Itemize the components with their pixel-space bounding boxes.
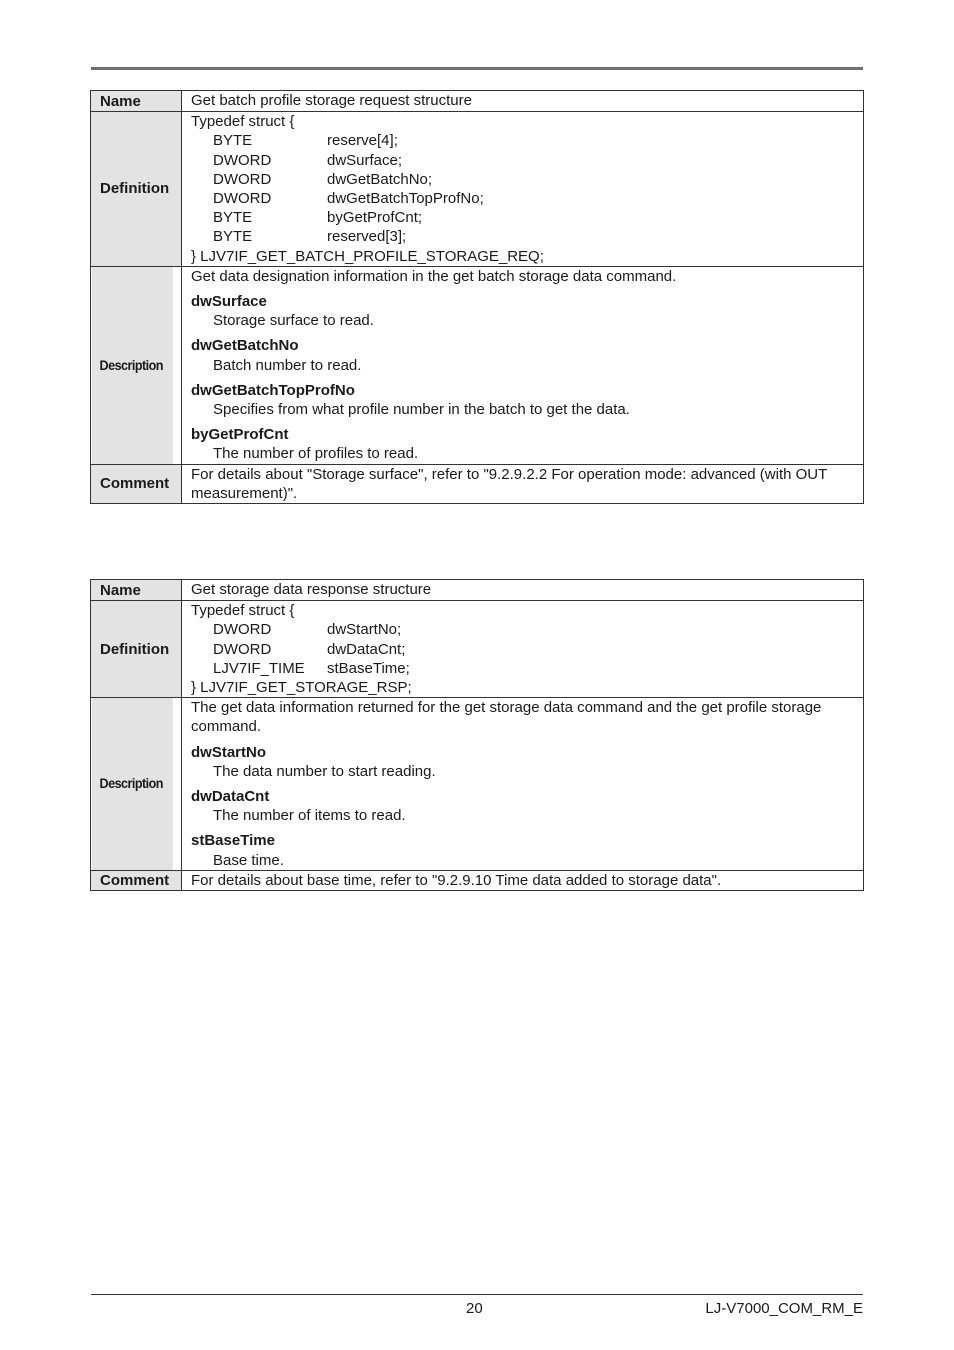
name-value: Get batch profile storage request structure <box>182 91 864 112</box>
struct-field: DWORD dwDataCnt; <box>213 640 406 658</box>
struct-open: Typedef struct { <box>191 602 295 620</box>
definition-label: Definition <box>91 601 182 698</box>
field-name: stBaseTime <box>191 832 275 850</box>
definition-row <box>91 601 864 698</box>
storage-rsp-table <box>90 579 864 891</box>
struct-close: } LJV7IF_GET_STORAGE_RSP; <box>191 679 412 697</box>
field-name: dwDataCnt <box>191 788 270 806</box>
field-description: The number of items to read. <box>213 807 406 825</box>
batch-profile-storage-req-table <box>90 90 864 504</box>
field-description: The data number to start reading. <box>213 762 436 780</box>
comment-row <box>91 870 864 890</box>
struct-field: DWORD dwGetBatchTopProfNo; <box>213 190 484 208</box>
name-label: Name <box>91 580 182 601</box>
struct-field: DWORD dwStartNo; <box>213 621 402 639</box>
name-row <box>91 91 864 112</box>
field-description: Storage surface to read. <box>213 312 374 330</box>
name-label: Name <box>91 91 182 112</box>
comment-row <box>91 464 864 503</box>
description-row <box>91 698 864 871</box>
definition-code <box>182 112 864 267</box>
struct-field: DWORD dwGetBatchNo; <box>213 170 433 188</box>
definition-code <box>182 601 864 698</box>
field-description: Base time. <box>213 851 284 869</box>
definition-row <box>91 112 864 267</box>
struct-close: } LJV7IF_GET_BATCH_PROFILE_STORAGE_REQ; <box>191 247 544 265</box>
field-name: byGetProfCnt <box>191 426 289 444</box>
field-description: The number of profiles to read. <box>213 445 419 463</box>
field-description: Specifies from what profile number in the batch to get the data. <box>213 401 630 419</box>
struct-field: BYTE reserve[4]; <box>213 132 398 150</box>
name-row <box>91 580 864 601</box>
description-intro: Get data designation information in the get batch storage data command. <box>191 267 677 285</box>
description-label: Description <box>91 698 173 871</box>
field-description: Batch number to read. <box>213 356 362 374</box>
header-rule <box>91 67 863 70</box>
name-value: Get storage data response structure <box>182 580 864 601</box>
comment-label: Comment <box>91 464 182 503</box>
description-content <box>182 698 864 871</box>
description-content <box>182 266 864 464</box>
description-intro: The get data information returned for the get storage data command and the get profile storage command. <box>191 699 822 736</box>
description-row <box>91 266 864 464</box>
comment-label: Comment <box>91 870 182 890</box>
comment-value: For details about base time, refer to "9.2.9.10 Time data added to storage data". <box>182 870 864 890</box>
struct-field: BYTE byGetProfCnt; <box>213 209 423 227</box>
field-name: dwStartNo <box>191 743 266 761</box>
field-name: dwSurface <box>191 293 267 311</box>
description-label: Description <box>91 266 173 464</box>
struct-field: LJV7IF_TIME stBaseTime; <box>213 659 410 677</box>
struct-field: DWORD dwSurface; <box>213 151 403 169</box>
page-number: 20 <box>466 1300 483 1317</box>
footer-rule <box>91 1294 863 1295</box>
field-name: dwGetBatchTopProfNo <box>191 381 355 399</box>
document-id: LJ-V7000_COM_RM_E <box>705 1300 863 1317</box>
comment-value: For details about "Storage surface", refer to "9.2.9.2.2 For operation mode: advanced (with OUT measurement)". <box>182 464 864 503</box>
struct-open: Typedef struct { <box>191 113 295 131</box>
field-name: dwGetBatchNo <box>191 337 299 355</box>
struct-field: BYTE reserved[3]; <box>213 228 407 246</box>
definition-label: Definition <box>91 112 182 267</box>
